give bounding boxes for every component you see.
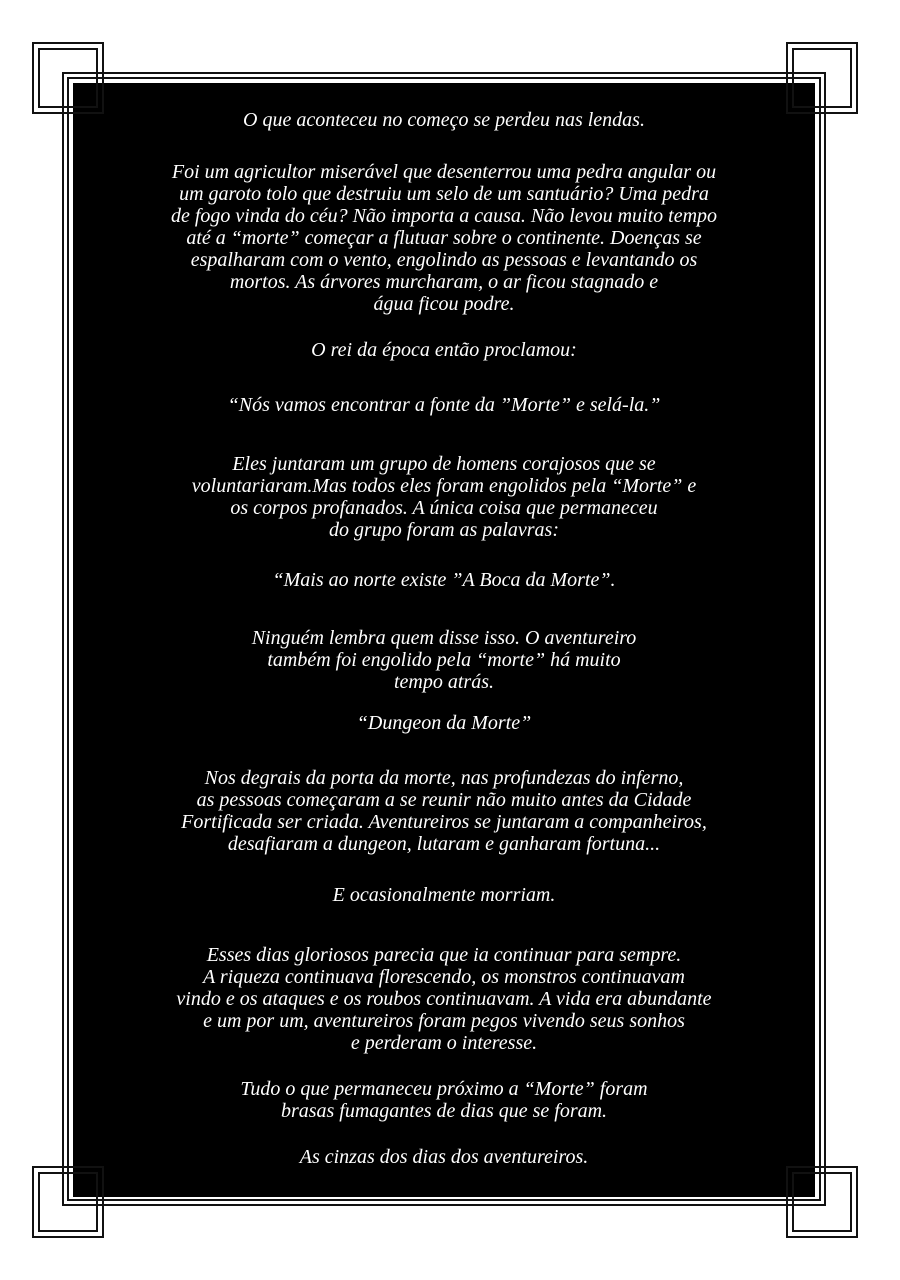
text-line: “Nós vamos encontrar a fonte da ”Morte” e selá-la.” bbox=[227, 394, 661, 416]
text-line: Nos degrais da porta da morte, nas profundezas do inferno, bbox=[204, 767, 684, 789]
text-line: e perderam o interesse. bbox=[350, 1032, 538, 1054]
text-line: de fogo vinda do céu? Não importa a causa. Não levou muito tempo bbox=[170, 205, 718, 227]
text-line: até a “morte” começar a flutuar sobre o continente. Doenças se bbox=[186, 227, 702, 249]
paragraph bbox=[73, 944, 815, 1054]
corner-ornament-bottom-right bbox=[786, 1166, 858, 1238]
paragraph bbox=[73, 161, 815, 315]
text-line: mortos. As árvores murcharam, o ar ficou stagnado e bbox=[229, 271, 659, 293]
text-line: As cinzas dos dias dos aventureiros. bbox=[299, 1146, 589, 1168]
text-line: Ninguém lembra quem disse isso. O aventureiro bbox=[251, 627, 637, 649]
paragraph bbox=[73, 339, 815, 361]
paragraph bbox=[73, 767, 815, 855]
paragraph bbox=[73, 1146, 815, 1168]
text-line: e um por um, aventureiros foram pegos vivendo seus sonhos bbox=[203, 1010, 685, 1032]
text-line: Foi um agricultor miserável que desenterrou uma pedra angular ou bbox=[171, 161, 717, 183]
paragraph bbox=[73, 1078, 815, 1122]
paragraph bbox=[73, 712, 815, 734]
text-line: água ficou podre. bbox=[373, 293, 515, 315]
text-line: A riqueza continuava florescendo, os monstros continuavam bbox=[203, 966, 685, 988]
text-line: também foi engolido pela “morte” há muito bbox=[267, 649, 621, 671]
text-line: voluntariaram.Mas todos eles foram engolidos pela “Morte” e bbox=[191, 475, 697, 497]
text-line: brasas fumagantes de dias que se foram. bbox=[280, 1100, 608, 1122]
paragraph bbox=[73, 453, 815, 541]
text-line: as pessoas começaram a se reunir não muito antes da Cidade bbox=[196, 789, 692, 811]
text-line: os corpos profanados. A única coisa que permaneceu bbox=[230, 497, 658, 519]
corner-ornament-top-left bbox=[32, 42, 104, 114]
text-line: um garoto tolo que destruiu um selo de um santuário? Uma pedra bbox=[179, 183, 709, 205]
paragraph bbox=[73, 884, 815, 906]
text-line: “Mais ao norte existe ”A Boca da Morte”. bbox=[272, 569, 616, 591]
text-line: O que aconteceu no começo se perdeu nas lendas. bbox=[243, 109, 645, 131]
text-line: E ocasionalmente morriam. bbox=[332, 884, 556, 906]
text-line: tempo atrás. bbox=[394, 671, 494, 693]
corner-ornament-top-right bbox=[786, 42, 858, 114]
paragraph bbox=[73, 627, 815, 693]
text-line: Esses dias gloriosos parecia que ia continuar para sempre. bbox=[206, 944, 682, 966]
paragraph bbox=[73, 109, 815, 131]
paragraph bbox=[73, 394, 815, 416]
text-line: Eles juntaram um grupo de homens corajosos que se bbox=[232, 453, 656, 475]
text-line: vindo e os ataques e os roubos continuavam. A vida era abundante bbox=[176, 988, 712, 1010]
text-line: desafiaram a dungeon, lutaram e ganharam fortuna... bbox=[227, 833, 661, 855]
corner-ornament-bottom-left bbox=[32, 1166, 104, 1238]
text-line: do grupo foram as palavras: bbox=[328, 519, 559, 541]
text-line: Tudo o que permaneceu próximo a “Morte” foram bbox=[240, 1078, 648, 1100]
text-line: O rei da época então proclamou: bbox=[311, 339, 577, 361]
text-line: Fortificada ser criada. Aventureiros se juntaram a companheiros, bbox=[181, 811, 707, 833]
text-line: espalharam com o vento, engolindo as pessoas e levantando os bbox=[190, 249, 698, 271]
text-line: “Dungeon da Morte” bbox=[356, 712, 532, 734]
paragraph bbox=[73, 569, 815, 591]
